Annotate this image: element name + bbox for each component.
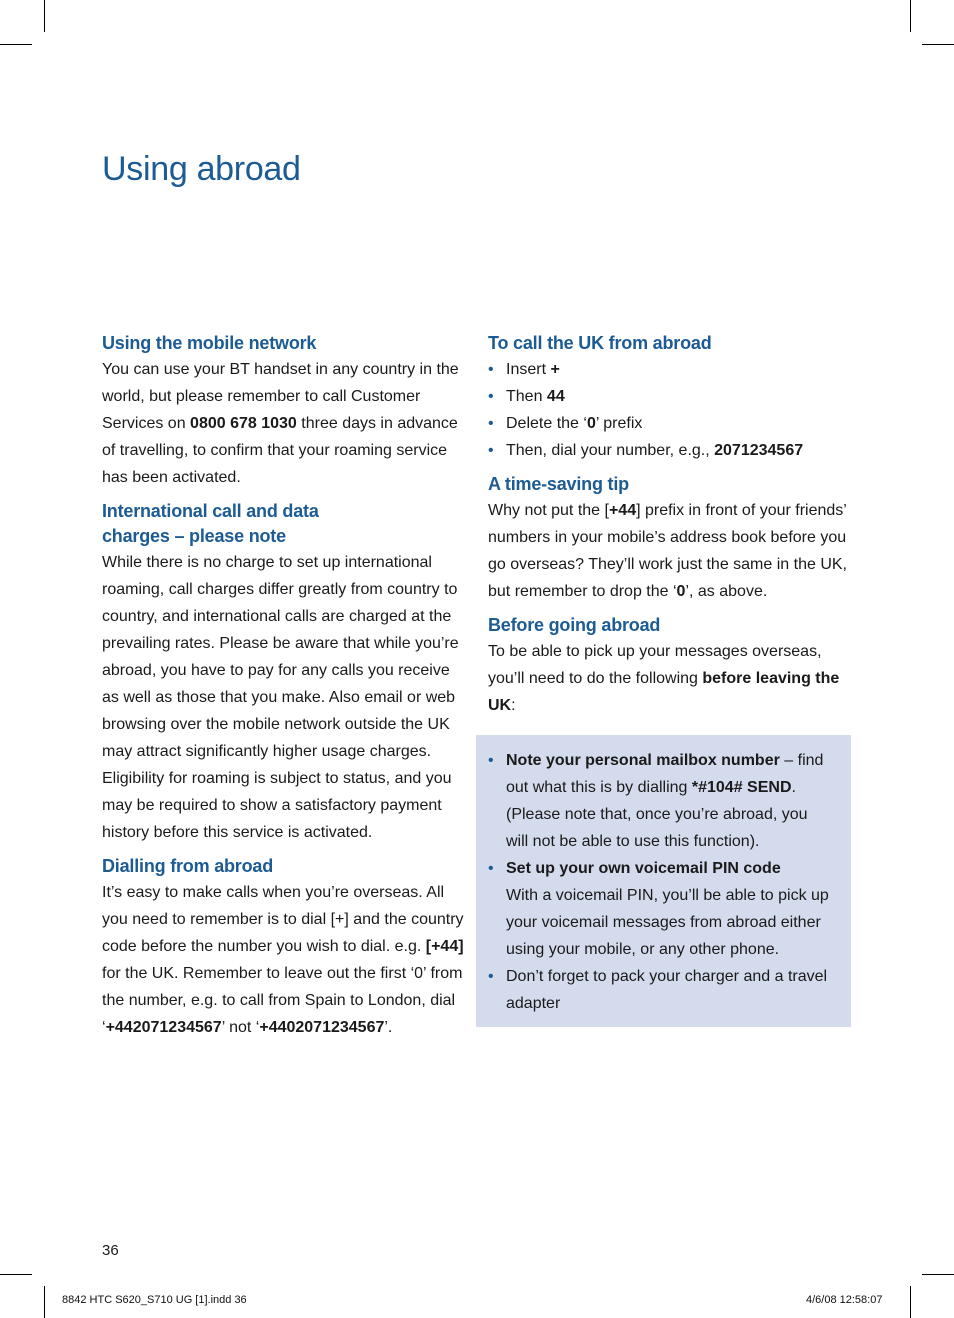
heading-call-uk: To call the UK from abroad (488, 333, 712, 353)
bold-value: Set up your own voicemail PIN code (506, 860, 781, 877)
bold-value: 2071234567 (714, 442, 804, 459)
checklist (488, 747, 831, 1017)
crop-mark (0, 1274, 32, 1275)
bold-value: 0 (586, 415, 596, 432)
print-slug-date: 4/6/08 12:58:07 (806, 1294, 883, 1306)
crop-mark (922, 1274, 954, 1275)
section-charges (102, 499, 464, 846)
text-span: ’. (384, 1019, 393, 1036)
heading-charges (102, 499, 464, 549)
text-span: Then (506, 388, 547, 405)
list-item (488, 383, 853, 410)
print-slug-file: 8842 HTC S620_S710 UG [1].indd 36 (62, 1294, 247, 1306)
page-number: 36 (102, 1242, 119, 1259)
bold-value: before leaving the UK (488, 670, 840, 714)
crop-mark (922, 44, 954, 45)
text-span: – find out what this is by dialling (506, 752, 824, 796)
text-span: Delete the ‘ (506, 415, 587, 432)
crop-mark (910, 0, 911, 32)
text-span: With a voicemail PIN, you’ll be able to pick up your voicemail messages from abroad either using your mobile, or any other phone. (506, 887, 829, 958)
list-item (488, 855, 831, 963)
country-code: [+44] (425, 938, 464, 955)
bold-value: Note your personal mailbox number (506, 752, 780, 769)
call-uk-steps (488, 356, 853, 464)
text-span: . (Please note that, once you’re abroad, you will not be able to use this function). (506, 779, 808, 850)
crop-mark (44, 1286, 45, 1318)
text-span: Don’t forget to pack your charger and a travel adapter (506, 968, 828, 1012)
before-abroad-text (488, 638, 853, 719)
text-span: : (511, 697, 516, 714)
incorrect-number: +4402071234567 (259, 1019, 385, 1036)
text-span: Insert (506, 361, 551, 378)
correct-number: +442071234567 (105, 1019, 222, 1036)
charges-text: While there is no charge to set up international roaming, call charges differ greatly from country to country, and international calls are charged at the prevailing rates. Please be aware that while you’re abroad, you have to pay for any calls you receive as well as those that you make. Also email or web browsing over the mobile network outside the UK may attract significantly higher usage charges. Eligibility for roaming is subject to status, and you may be required to show a satisfactory payment history before this service is activated. (102, 554, 459, 841)
section-tip (488, 472, 853, 605)
text-span: To be able to pick up your messages overseas, you’ll need to do the following (488, 643, 822, 687)
text-span: You can use your BT handset in any country in the world, but please remember to call Customer Services on (102, 361, 459, 432)
text-span: three days in advance of travelling, to confirm that your roaming service has been activated. (102, 415, 458, 486)
heading-line: International call and data (102, 501, 319, 521)
text-span: It’s easy to make calls when you’re overseas. All you need to remember is to dial [+] and the country code before the number you wish to dial. e.g. (102, 884, 464, 955)
section-dialling (102, 854, 464, 1041)
list-item (488, 410, 853, 437)
text-span: ’ not ‘ (221, 1019, 260, 1036)
page-title: Using abroad (102, 150, 301, 188)
heading-line: charges – please note (102, 526, 286, 546)
customer-services-number: 0800 678 1030 (190, 415, 297, 432)
bold-value: 0 (676, 583, 686, 600)
bold-value: +44 (608, 502, 637, 519)
text-span: ] prefix in front of your friends’ numbers in your mobile’s address book before you go overseas? They’ll work just the same in the UK, but remember to drop the ‘ (488, 502, 847, 600)
mobile-network-text (102, 356, 464, 491)
mailbox-code: *#104# SEND (691, 779, 792, 796)
crop-mark (910, 1286, 911, 1318)
section-mobile-network (102, 331, 464, 491)
bold-value: + (550, 361, 560, 378)
text-span: ’, as above. (685, 583, 768, 600)
left-column (102, 331, 464, 1049)
list-item (488, 963, 831, 1017)
text-span: Why not put the [ (488, 502, 609, 519)
crop-mark (0, 44, 32, 45)
list-item (488, 437, 853, 464)
heading-mobile-network: Using the mobile network (102, 333, 317, 353)
heading-before-abroad: Before going abroad (488, 615, 661, 635)
heading-dialling: Dialling from abroad (102, 856, 274, 876)
list-item (488, 356, 853, 383)
crop-mark (44, 0, 45, 32)
bold-value: 44 (546, 388, 565, 405)
section-before-abroad (488, 613, 853, 719)
section-call-uk (488, 331, 853, 464)
text-span: for the UK. Remember to leave out the first ‘0’ from the number, e.g. to call from Spain to London, dial ‘ (102, 965, 463, 1036)
text-span: Then, dial your number, e.g., (506, 442, 715, 459)
list-item (488, 747, 831, 855)
checklist-box (476, 735, 851, 1027)
text-span: ’ prefix (595, 415, 643, 432)
right-column (488, 331, 853, 1027)
tip-text (488, 497, 853, 605)
dialling-text (102, 879, 464, 1041)
heading-tip: A time-saving tip (488, 474, 629, 494)
